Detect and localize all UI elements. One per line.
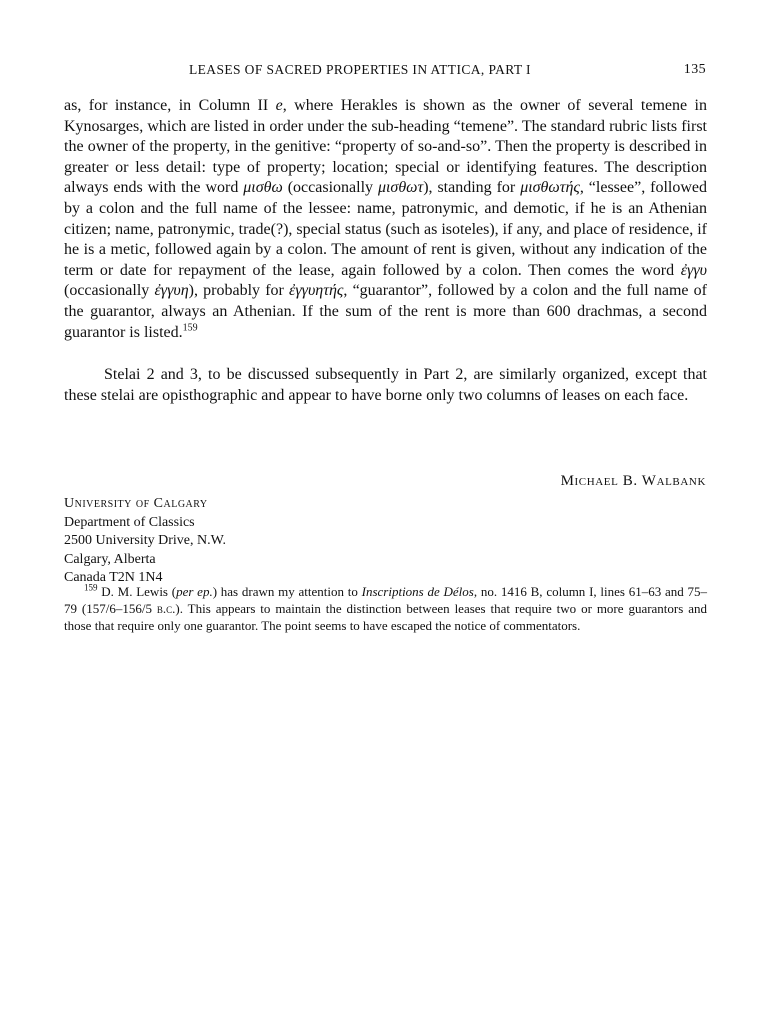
- footnote-reference[interactable]: 159: [182, 322, 198, 334]
- era-abbreviation: b.c.: [156, 601, 176, 617]
- text-run: (occasionally: [64, 282, 155, 300]
- text-run: ), probably for: [188, 282, 290, 300]
- footnote-mark: 159: [84, 582, 98, 593]
- paragraph-1: [64, 96, 707, 343]
- body-text: [64, 96, 707, 406]
- greek-word: μισθωτής: [520, 179, 580, 197]
- author-affiliation: [64, 495, 226, 588]
- running-head: [64, 62, 706, 82]
- street-address: 2500 University Drive, N.W.: [64, 533, 227, 549]
- text-run: , “lessee”, followed by a colon and the full name of the lessee: name, patronymic, and demotic, if he is an Athenian citizen; name, patronymic, trade(?), special status (such as isoteles), if any, and place of residence, if he is a metic, followed again by a colon. The amount of rent is given, without any indication of the term or date for repayment of the lease, again followed by a colon. Then comes the word: [64, 179, 708, 279]
- paragraph-2: Stelai 2 and 3, to be discussed subsequently in Part 2, are similarly organized, except that these stelai are opisthographic and appear to have borne only two columns of leases on each face.: [64, 366, 707, 404]
- text-run: , where Herakles is shown as the owner of several temene in Kynosarges, which are listed in order under the sub-heading “temene”. The standard rubric lists first the owner of the property, in the genitive: “property of so-and-so”. Then the property is described in greater or less detail: type of property; location; special or identifying features. The description always ends with the word: [64, 97, 707, 197]
- department: Department of Classics: [64, 514, 195, 530]
- text-run: D. M. Lewis (: [97, 584, 177, 599]
- greek-word: ἐγγυ: [680, 261, 707, 279]
- column-letter: e: [275, 97, 283, 114]
- city: Calgary, Alberta: [64, 551, 156, 567]
- text-run: ), standing for: [423, 179, 521, 197]
- text-run: ). This appears to maintain the distinction between leases that require two or more guarantors and those that require only one guarantor. The point seems to have escaped the notice of commentators.: [64, 601, 707, 634]
- text-run: ) has drawn my attention to: [212, 584, 362, 599]
- greek-word: μισθωτ: [377, 179, 424, 197]
- greek-word: μισθω: [243, 179, 283, 197]
- text-run: (occasionally: [282, 179, 378, 197]
- cited-work: Inscriptions de Délos: [361, 584, 474, 599]
- footnote: [64, 583, 707, 635]
- author-name: Michael B. Walbank: [560, 473, 706, 489]
- greek-word: ἐγγυητής: [289, 282, 344, 300]
- italic-text: per ep.: [176, 584, 213, 599]
- text-run: as, for instance, in Column II: [64, 97, 276, 114]
- text-run: , no. 1416 B, column I, lines 61–63 and 75–79 (157/6–156/5: [64, 584, 708, 617]
- text-run: , “guarantor”, followed by a colon and the full name of the guarantor, always an Athenian. If the sum of the rent is more than 600 drachmas, a second guarantor is listed.: [64, 282, 707, 341]
- institution: University of Calgary: [64, 496, 208, 511]
- page-number: 135: [683, 62, 706, 77]
- running-title: LEASES OF SACRED PROPERTIES IN ATTICA, PART I: [189, 62, 531, 77]
- country-postcode: Canada T2N 1N4: [64, 570, 163, 586]
- greek-word: ἐγγυη: [154, 282, 189, 300]
